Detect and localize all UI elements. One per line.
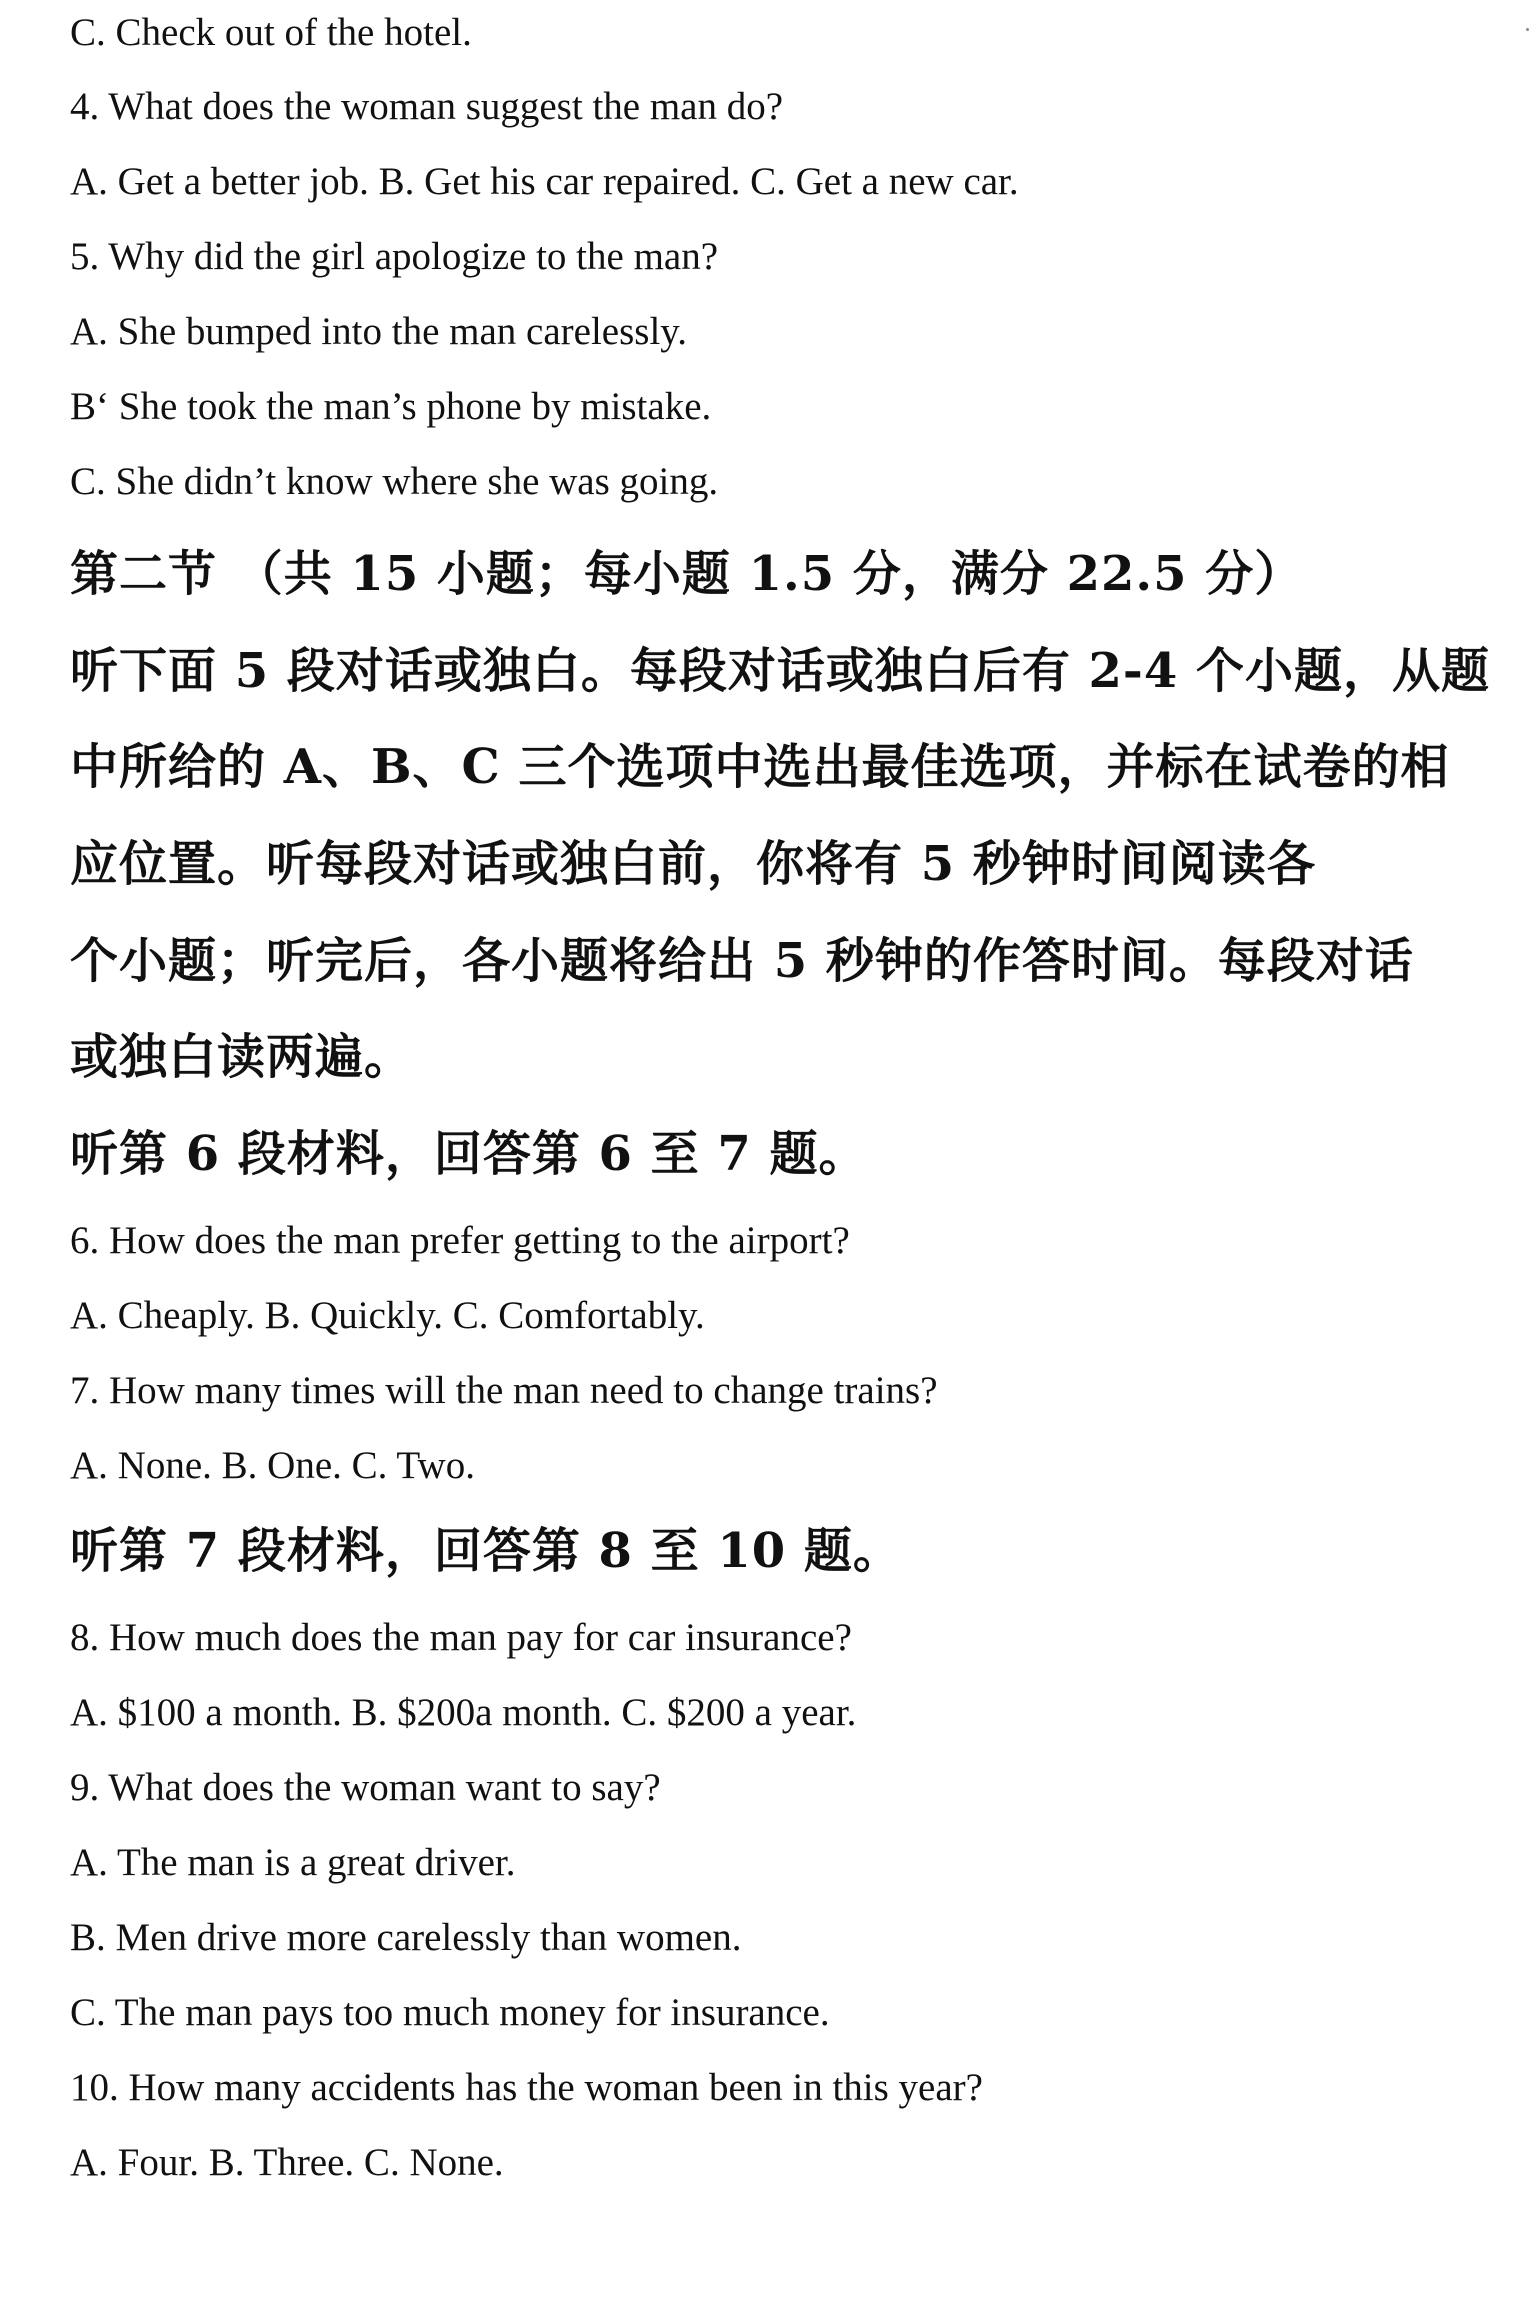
question-line: 10. How many accidents has the woman been in this year?	[70, 2066, 983, 2109]
instruction-line: 中所给的 A、B、C 三个选项中选出最佳选项，并标在试卷的相	[70, 739, 1450, 795]
instruction-line: 个小题；听完后，各小题将给出 5 秒钟的作答时间。每段对话	[70, 933, 1414, 989]
option-line: C. The man pays too much money for insurance.	[70, 1991, 830, 2034]
scan-speck	[1526, 28, 1529, 31]
question-line: 6. How does the man prefer getting to the airport?	[70, 1219, 850, 1262]
option-line: C. Check out of the hotel.	[70, 11, 472, 54]
option-line: A. Four. B. Three. C. None.	[70, 2141, 504, 2184]
material-heading: 听第 6 段材料，回答第 6 至 7 题。	[70, 1126, 868, 1182]
question-line: 4. What does the woman suggest the man do?	[70, 85, 784, 128]
instruction-line: 或独白读两遍。	[70, 1029, 414, 1085]
question-line: 7. How many times will the man need to change trains?	[70, 1369, 938, 1412]
option-line: A. The man is a great driver.	[70, 1841, 516, 1884]
option-line: B. Men drive more carelessly than women.	[70, 1916, 742, 1959]
section-heading: 第二节 （共 15 小题；每小题 1.5 分，满分 22.5 分）	[70, 546, 1304, 602]
option-line: Bʻ She took the man’s phone by mistake.	[70, 385, 712, 428]
question-line: 5. Why did the girl apologize to the man?	[70, 235, 719, 278]
option-line: A. Cheaply. B. Quickly. C. Comfortably.	[70, 1294, 705, 1337]
option-line: A. $100 a month. B. $200a month. C. $200 a year.	[70, 1691, 857, 1734]
question-line: 9. What does the woman want to say?	[70, 1766, 661, 1809]
material-heading: 听第 7 段材料，回答第 8 至 10 题。	[70, 1523, 902, 1579]
option-line: A. None. B. One. C. Two.	[70, 1444, 475, 1487]
option-line: C. She didn’t know where she was going.	[70, 460, 719, 503]
question-line: 8. How much does the man pay for car insurance?	[70, 1616, 852, 1659]
instruction-line: 应位置。听每段对话或独白前，你将有 5 秒钟时间阅读各	[70, 836, 1316, 892]
option-line: A. Get a better job. B. Get his car repaired. C. Get a new car.	[70, 160, 1019, 203]
instruction-line: 听下面 5 段对话或独白。每段对话或独白后有 2-4 个小题，从题	[70, 643, 1490, 699]
option-line: A. She bumped into the man carelessly.	[70, 310, 687, 353]
